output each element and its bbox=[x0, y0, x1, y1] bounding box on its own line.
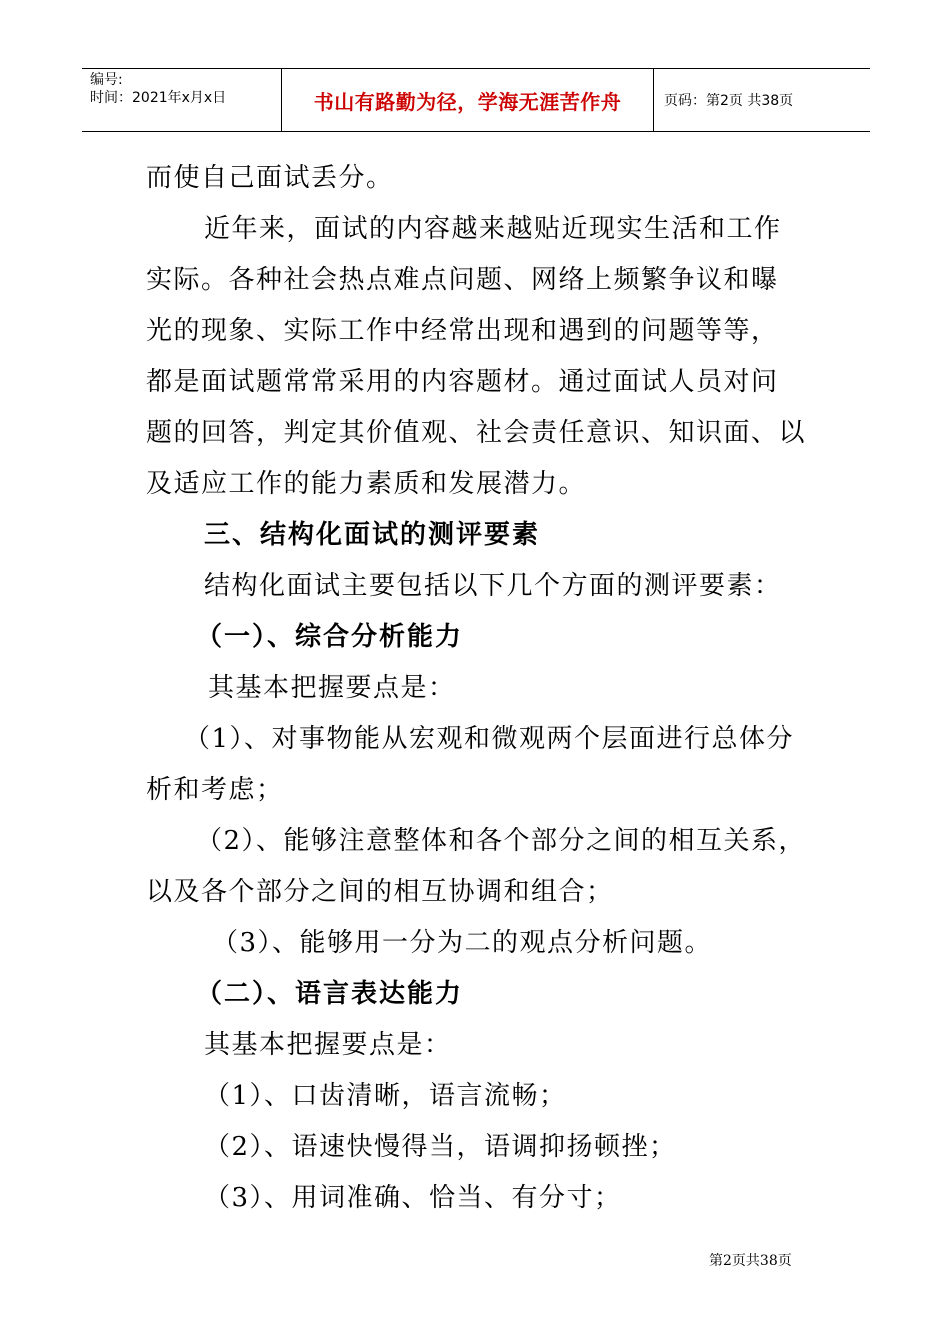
header-meta bbox=[82, 69, 282, 131]
list-item-continuation: 以及各个部分之间的相互协调和组合； bbox=[146, 877, 614, 907]
list-item-continuation: 析和考虑； bbox=[146, 775, 284, 805]
list-item: （2）、语速快慢得当，语调抑扬顿挫； bbox=[204, 1132, 677, 1162]
body-line: 而使自己面试丢分。 bbox=[146, 163, 394, 193]
list-item: （2）、能够注意整体和各个部分之间的相互关系， bbox=[196, 826, 807, 856]
body-line: 光的现象、实际工作中经常出现和遇到的问题等等， bbox=[146, 316, 779, 346]
subsection-heading: （二）、语言表达能力 bbox=[196, 979, 464, 1009]
body-line: 都是面试题常常采用的内容题材。通过面试人员对问 bbox=[146, 367, 779, 397]
header-page-code: 页码：第2页 共38页 bbox=[664, 93, 794, 109]
body-line: 实际。各种社会热点难点问题、网络上频繁争议和曝 bbox=[146, 265, 779, 295]
list-item: （3）、用词准确、恰当、有分寸； bbox=[204, 1183, 622, 1213]
page-footer-number: 第2页共38页 bbox=[709, 1253, 792, 1269]
document-number-label: 编号: bbox=[90, 72, 123, 88]
header-motto: 书山有路勤为径，学海无涯苦作舟 bbox=[282, 69, 654, 131]
subsection-heading: （一）、综合分析能力 bbox=[196, 622, 464, 652]
list-item: （1）、口齿清晰，语言流畅； bbox=[204, 1081, 567, 1111]
body-line: 近年来，面试的内容越来越贴近现实生活和工作 bbox=[204, 214, 782, 244]
body-line: 其基本把握要点是： bbox=[208, 673, 456, 703]
document-date: 时间：2021年x月x日 bbox=[90, 90, 227, 106]
list-item: （3）、能够用一分为二的观点分析问题。 bbox=[212, 928, 713, 958]
section-heading: 三、结构化面试的测评要素 bbox=[204, 520, 541, 550]
body-line: 结构化面试主要包括以下几个方面的测评要素： bbox=[204, 571, 782, 601]
document-body bbox=[146, 153, 814, 1224]
body-line: 题的回答，判定其价值观、社会责任意识、知识面、以 bbox=[146, 418, 807, 448]
page-header bbox=[82, 68, 870, 132]
list-item: （1）、对事物能从宏观和微观两个层面进行总体分 bbox=[184, 724, 795, 754]
body-line: 其基本把握要点是： bbox=[204, 1030, 452, 1060]
body-line: 及适应工作的能力素质和发展潜力。 bbox=[146, 469, 587, 499]
